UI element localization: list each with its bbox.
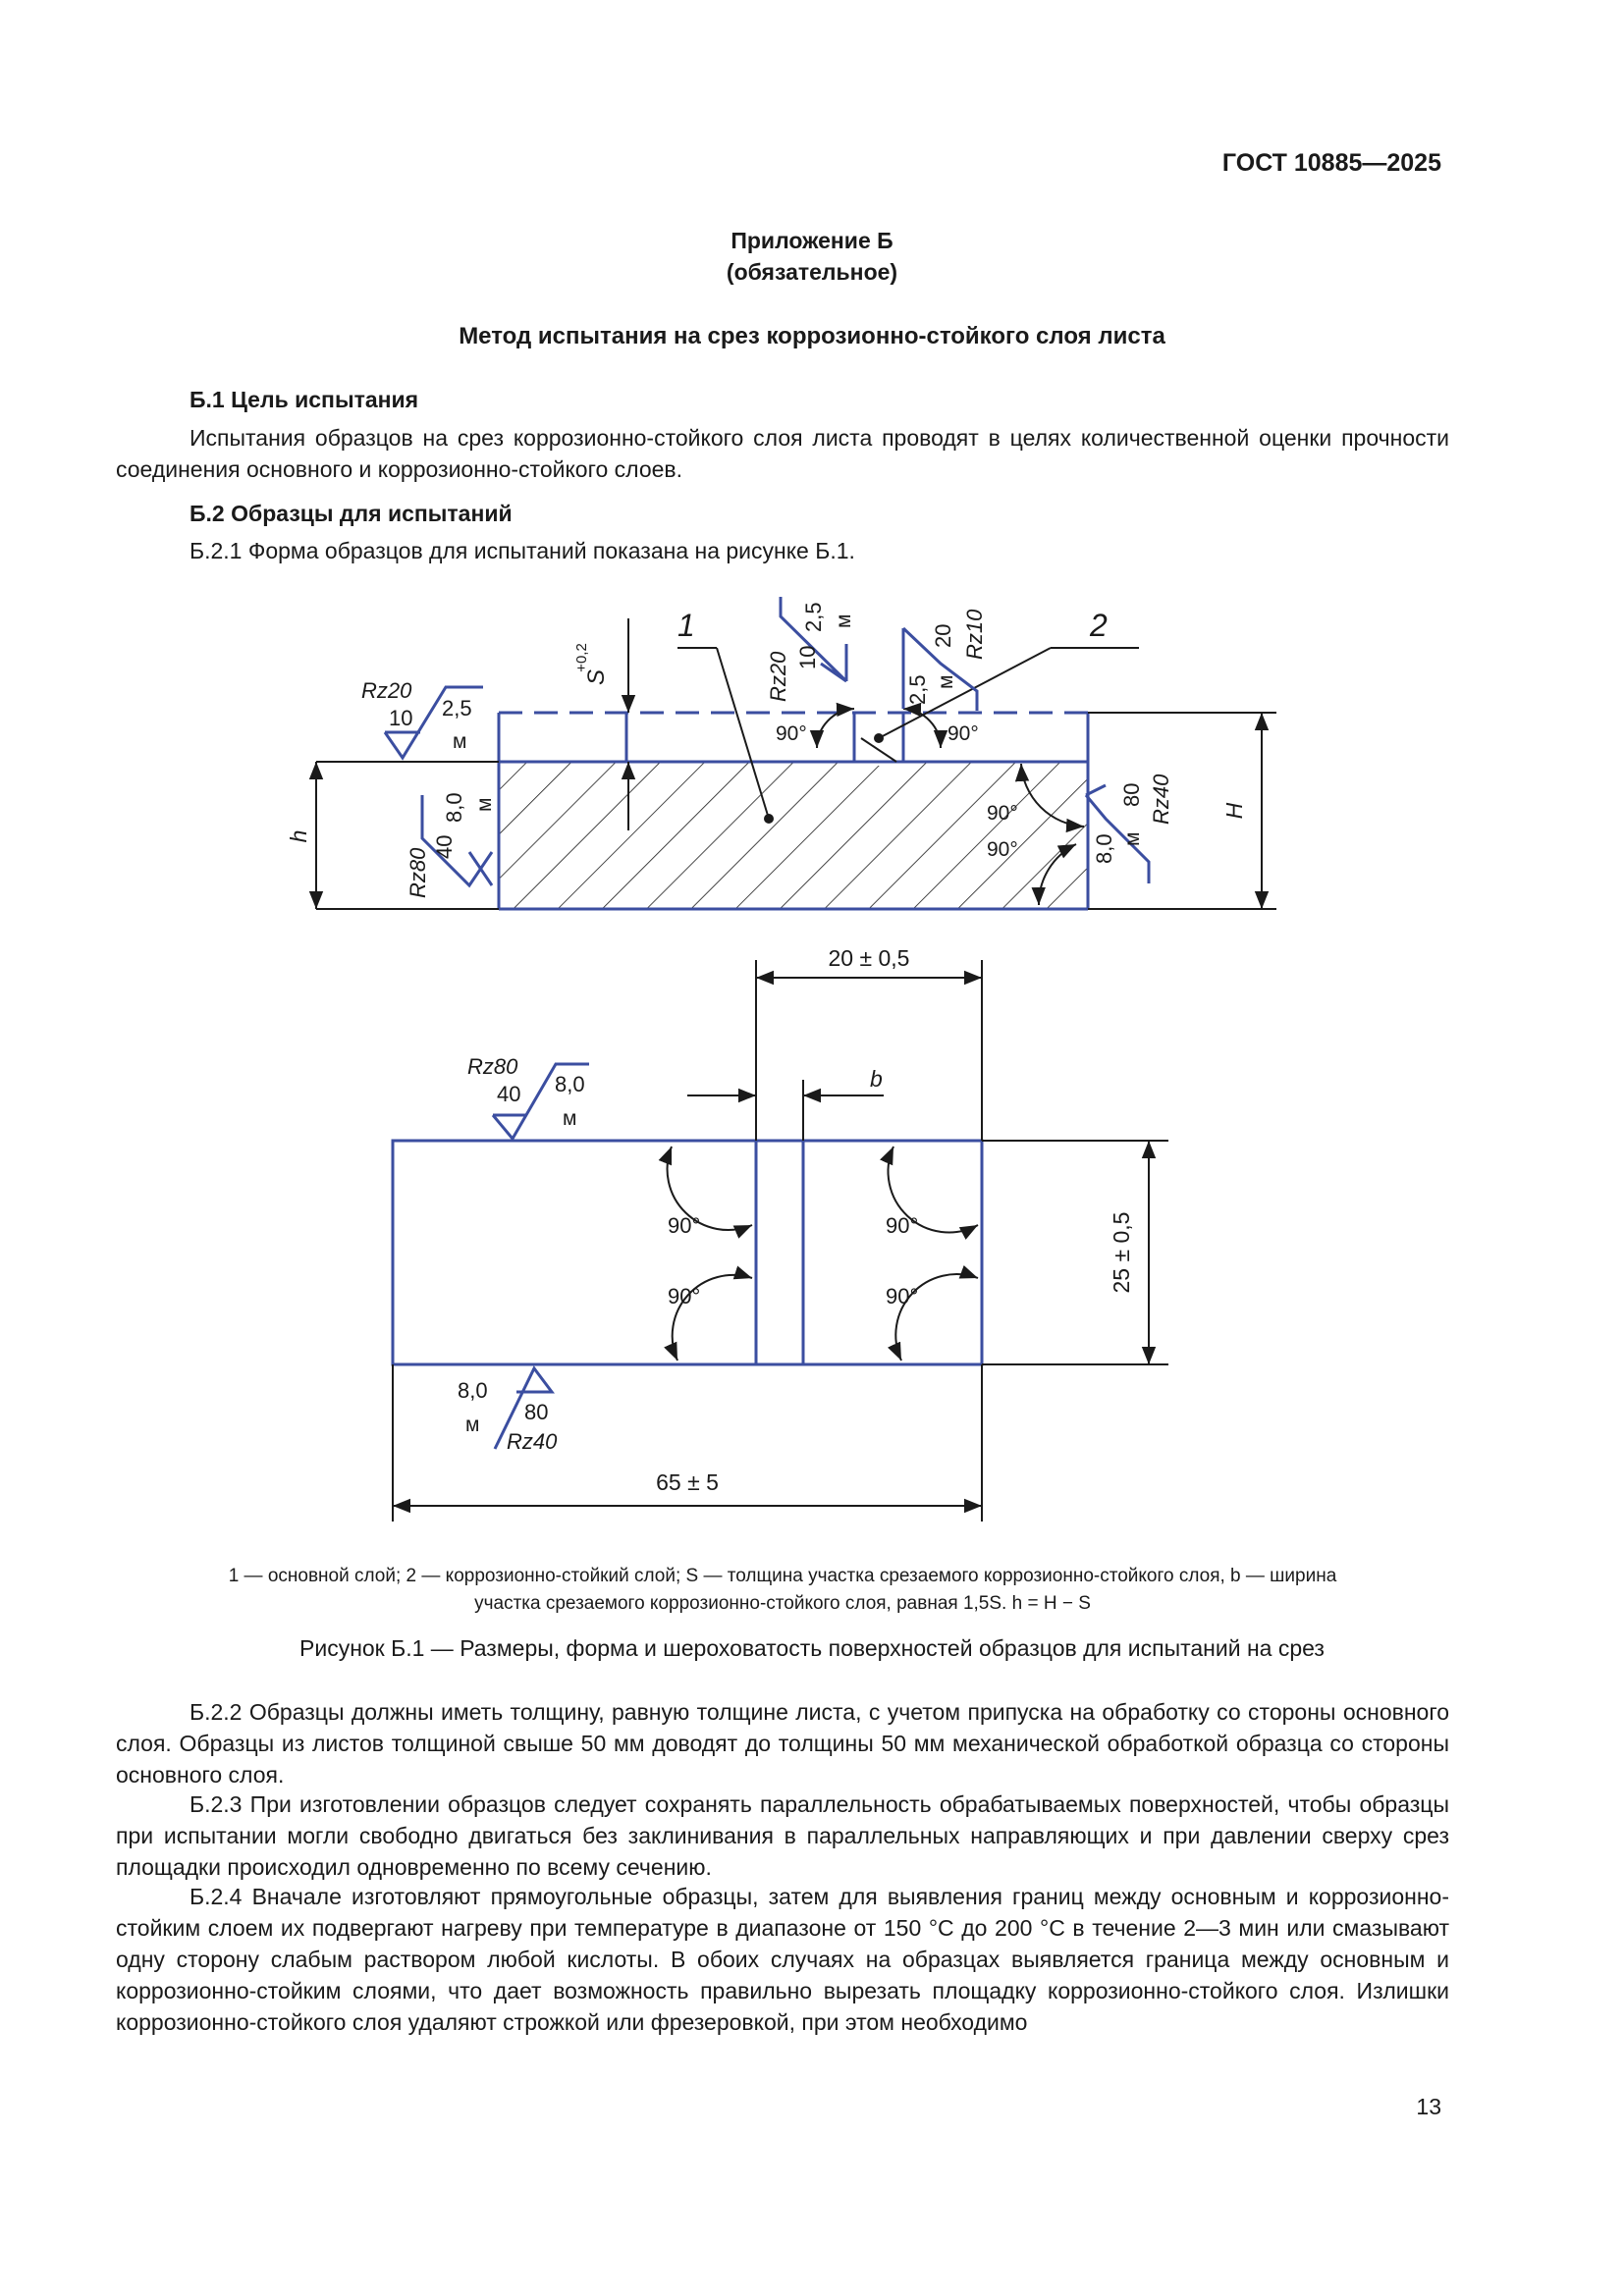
standard-number: ГОСТ 10885—2025 (1221, 149, 1441, 177)
svg-text:8,0: 8,0 (1092, 833, 1116, 864)
roughness-rz20-top (766, 597, 855, 702)
roughness-rz80-left (406, 792, 496, 898)
paragraph-b23: Б.2.3 При изготовлении образцов следует сохранять параллельность обрабатываемых поверхностей, чтобы образцы при испытании могли свободно двигаться без заклинивания в параллельных направляющих и при давлении сверху срез площадки происходил одновременно по всему сечению. (116, 1791, 1449, 1880)
dim-25-label: 25 ± 0,5 (1109, 1211, 1134, 1294)
callout-1: 1 (677, 608, 695, 643)
dim-65-label: 65 ± 5 (656, 1469, 719, 1495)
figure-b1 (0, 579, 1624, 1561)
svg-text:10: 10 (795, 645, 820, 669)
angle-label-1: 90° (776, 722, 807, 745)
svg-text:10: 10 (389, 706, 413, 730)
roughness-rz20-left (361, 678, 483, 758)
angle-label-5: 90° (668, 1213, 701, 1238)
paragraph-b22: Б.2.2 Образцы должны иметь толщину, равную толщине листа, с учетом припуска на обработку со стороны основного слоя. Образцы из листов толщиной свыше 50 мм доводят до толщины 50 мм механической обработкой образца со стороны основного слоя. (116, 1699, 1449, 1788)
roughness-rz40-right (1086, 774, 1173, 883)
svg-text:40: 40 (432, 834, 457, 859)
svg-text:2,5: 2,5 (801, 602, 826, 632)
dim-s-tolerance: +0,2 (573, 643, 590, 672)
dim-h-label: h (286, 829, 311, 843)
dim-H-label: H (1221, 802, 1247, 820)
section2-heading: Б.2 Образцы для испытаний (189, 501, 513, 526)
svg-text:м: м (453, 730, 467, 753)
roughness-rz40-bottom-view (458, 1368, 558, 1454)
figure-caption: Рисунок Б.1 — Размеры, форма и шероховатость поверхностей образцов для испытаний на срез (299, 1635, 1325, 1661)
figure-legend-line2: участка срезаемого коррозионно-стойкого слоя, равная 1,5S. h = H − S (474, 1593, 1091, 1614)
svg-text:м: м (833, 614, 855, 628)
lower-view (393, 945, 1168, 1522)
appendix-status: (обязательное) (726, 259, 898, 285)
roughness-rz10-top (903, 609, 987, 711)
svg-text:м: м (465, 1414, 480, 1436)
svg-text:Rz80: Rz80 (467, 1054, 518, 1079)
dim-20-label: 20 ± 0,5 (828, 945, 910, 971)
figure-legend-line1: 1 — основной слой; 2 — коррозионно-стойкий слой; S — толщина участка срезаемого коррозионно-стойкого слоя, b — ширина (228, 1566, 1337, 1586)
svg-text:20: 20 (931, 623, 955, 648)
angle-label-4: 90° (987, 838, 1018, 861)
angle-label-7: 90° (886, 1213, 919, 1238)
svg-text:Rz80: Rz80 (406, 847, 430, 898)
svg-text:м: м (935, 674, 957, 689)
svg-text:Rz10: Rz10 (962, 609, 987, 660)
section1-text: Испытания образцов на срез коррозионно-стойкого слоя листа проводят в целях количественной оценки прочности соединения основного и коррозионно-стойкого слоев. (116, 425, 1449, 482)
svg-text:м: м (473, 797, 496, 812)
callout-2: 2 (1090, 608, 1108, 643)
main-title: Метод испытания на срез коррозионно-стойкого слоя листа (459, 323, 1165, 349)
appendix-title: Приложение Б (731, 228, 893, 253)
svg-text:2,5: 2,5 (442, 696, 472, 721)
dim-s-label: S (583, 668, 610, 686)
svg-text:8,0: 8,0 (555, 1072, 585, 1096)
svg-text:8,0: 8,0 (458, 1378, 488, 1403)
paragraph-b24: Б.2.4 Вначале изготовляют прямоугольные образцы, затем для выявления границ между основным и коррозионно-стойким слоем их подвергают нагреву при температуре в диапазоне от 150 °С до 200 °С в течение 2—3 мин или смазывают одну сторону слабым раствором любой кислоты. В обоих случаях на образцах выявляется граница между основным и коррозионно-стойким слоями, что дает возможность правильно вырезать площадку коррозионно-стойкого слоя. Излишки коррозионно-стойкого слоя удаляют строжкой или фрезеровкой, при этом необходимо (116, 1884, 1449, 2035)
section1-heading: Б.1 Цель испытания (189, 387, 419, 412)
page-number: 13 (1416, 2094, 1441, 2119)
svg-text:Rz20: Rz20 (766, 651, 790, 702)
roughness-rz80-bottom-view (467, 1054, 589, 1139)
dim-b-label: b (870, 1066, 883, 1092)
svg-text:2,5: 2,5 (905, 674, 930, 705)
angle-label-3: 90° (987, 802, 1018, 825)
svg-text:Rz20: Rz20 (361, 678, 412, 703)
svg-text:м: м (1121, 831, 1144, 846)
svg-text:80: 80 (524, 1400, 549, 1424)
svg-text:40: 40 (497, 1082, 521, 1106)
svg-text:8,0: 8,0 (442, 792, 466, 823)
svg-text:Rz40: Rz40 (1149, 774, 1173, 825)
svg-text:Rz40: Rz40 (507, 1429, 558, 1454)
angle-label-2: 90° (947, 722, 979, 745)
svg-text:80: 80 (1119, 782, 1144, 807)
svg-text:м: м (563, 1107, 577, 1130)
angle-label-6: 90° (668, 1284, 701, 1308)
upper-view (286, 597, 1276, 909)
section2-p1: Б.2.1 Форма образцов для испытаний показана на рисунке Б.1. (189, 538, 855, 563)
angle-label-8: 90° (886, 1284, 919, 1308)
